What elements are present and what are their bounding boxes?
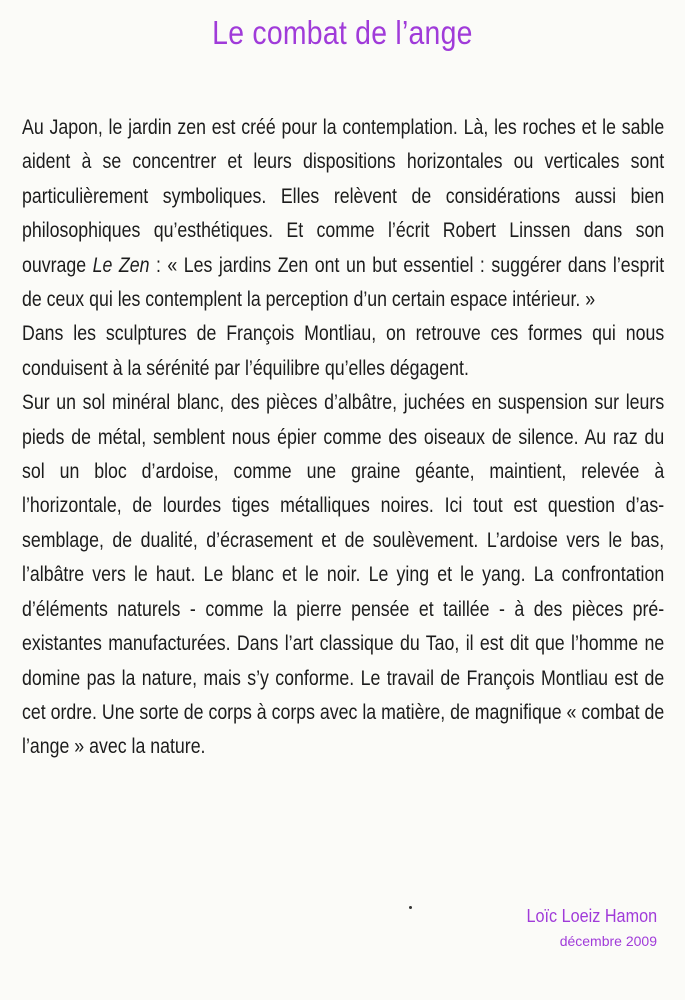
paragraph-sculptures: Dans les sculptures de François Montliau, on retrouve ces formes qui nous conduisent à la sérénité par l’équilibre qu’elles dégagent. [22, 322, 665, 380]
page-title: Le combat de l’ange [212, 14, 473, 51]
book-title: Le Zen [92, 253, 150, 277]
article-body [22, 111, 664, 765]
paragraph-description: Sur un sol minéral blanc, des pièces d’albâtre, juchées en suspension sur leurs pieds de métal, semblent nous épier comme des oiseaux de silence. Au raz du sol un bloc d’ardoise, comme une graine géante, maintient, relevée à l’horizontale, de lourdes tiges métalliques noires. Ici tout est question d’assemblage, de dualité, d’écrasement et de soulèvement. L’ardoise vers le bas, l’albâtre vers le haut. Le blanc et le noir. Le ying et le yang. La confrontation d’éléments naturels - comme la pierre pensée et taillée - à des pièces préexistantes manufacturées. Dans l’art classique du Tao, il est dit que l’homme ne domine pas la nature, mais s’y conforme. Le travail de François Montliau est de cet ordre. Une sorte de corps à corps avec la matière, de magnifique « combat de l’ange » avec la nature. [22, 391, 665, 759]
signature-block [512, 903, 657, 951]
paragraph-intro-start: Au Japon, le jardin zen est créé pour la contemplation. Là, les roches et le sable aident à se concentrer et leurs dispositions horizontales ou verticales sont particulièrement symboliques. Elles relèvent de considérations aussi bien philosophiques qu’esthétiques. Et comme l’écrit Robert Linssen dans son ouvrage [22, 116, 665, 277]
author-name: Loïc Loeiz Hamon [526, 906, 657, 926]
signature-date: décembre 2009 [559, 933, 657, 949]
paragraph-intro [22, 111, 664, 317]
ink-speck [409, 906, 412, 909]
paragraph-intro-quote: : « Les jardins Zen ont un but essentiel : suggérer dans l’esprit de ceux qui les contemplent la perception d’un certain espace intérieur. » [22, 253, 665, 312]
